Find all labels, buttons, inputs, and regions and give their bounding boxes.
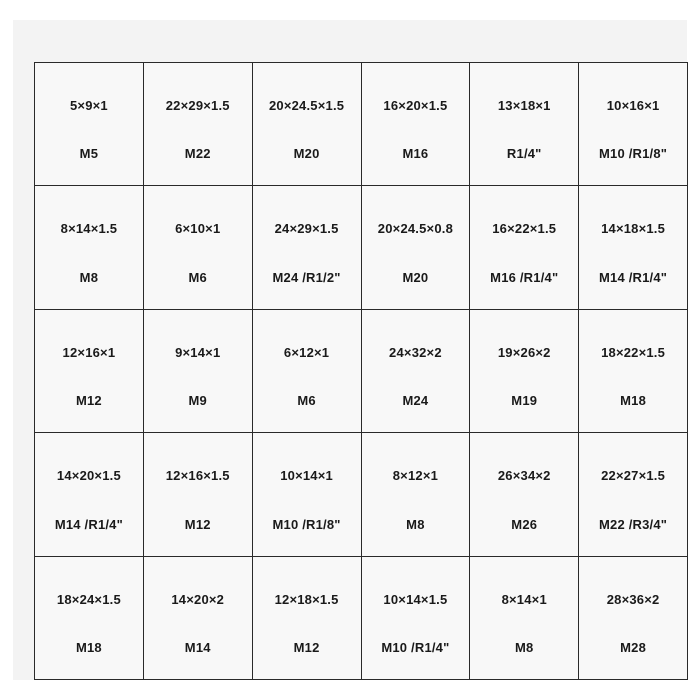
thread-size-label: M8: [79, 269, 99, 285]
washer-dimensions-label: 24×32×2: [389, 344, 442, 360]
washer-dimensions-label: 12×16×1.5: [165, 468, 230, 484]
grid-cell: [144, 433, 253, 556]
grid-cell: [253, 557, 362, 680]
grid-cell: [470, 433, 579, 556]
grid-cell: [35, 63, 144, 186]
washer-dimensions-label: 10×14×1.5: [383, 591, 448, 607]
washer-dimensions-label: 28×36×2: [606, 591, 660, 607]
thread-size-label: M8: [515, 640, 534, 655]
grid-cell: [470, 186, 579, 309]
thread-size-label: M18: [620, 393, 647, 409]
washer-dimensions-label: 18×22×1.5: [601, 344, 666, 360]
thread-size-label: M14 /R1/4": [599, 269, 668, 285]
grid-cell: [253, 433, 362, 556]
grid-cell: [579, 557, 688, 680]
washer-dimensions-label: 14×18×1.5: [601, 221, 666, 237]
thread-size-label: M6: [297, 393, 316, 409]
grid-cell: [470, 557, 579, 680]
grid-cell: [144, 557, 253, 680]
thread-size-label: M14: [184, 640, 211, 655]
grid-cell: [579, 310, 688, 433]
thread-size-label: M6: [188, 269, 207, 285]
grid-cell: [253, 186, 362, 309]
grid-cell: [362, 557, 471, 680]
grid-cell: [579, 186, 688, 309]
thread-size-label: M22 /R3/4": [599, 516, 668, 532]
thread-size-label: M19: [511, 393, 538, 409]
grid-cell: [470, 310, 579, 433]
grid-cell: [35, 557, 144, 680]
washer-dimensions-label: 14×20×1.5: [56, 468, 121, 484]
grid-cell: [144, 310, 253, 433]
thread-size-label: M28: [620, 640, 647, 655]
washer-dimensions-label: 18×24×1.5: [56, 591, 121, 607]
washer-dimensions-label: 8×14×1: [501, 591, 547, 607]
thread-size-label: M18: [75, 640, 102, 655]
washer-dimensions-label: 10×14×1: [280, 468, 333, 484]
thread-size-label: M24 /R1/2": [272, 269, 341, 285]
washer-dimensions-label: 6×12×1: [283, 344, 330, 360]
washer-size-grid: [34, 62, 688, 680]
grid-cell: [144, 186, 253, 309]
washer-dimensions-label: 22×27×1.5: [601, 468, 666, 484]
washer-dimensions-label: 26×34×2: [497, 468, 551, 484]
washer-dimensions-label: 16×22×1.5: [492, 221, 557, 237]
thread-size-label: M24: [402, 393, 429, 409]
grid-cell: [362, 433, 471, 556]
grid-cell: [35, 433, 144, 556]
washer-dimensions-label: 20×24.5×0.8: [377, 221, 454, 237]
washer-dimensions-label: 8×14×1.5: [60, 221, 118, 237]
thread-size-label: M12: [293, 640, 320, 655]
washer-dimensions-label: 19×26×2: [497, 344, 551, 360]
washer-dimensions-label: 9×14×1: [175, 344, 221, 360]
thread-size-label: M22: [184, 146, 211, 162]
washer-dimensions-label: 5×9×1: [69, 98, 108, 113]
grid-cell: [253, 310, 362, 433]
grid-cell: [35, 186, 144, 309]
thread-size-label: M26: [511, 516, 538, 532]
grid-cell: [362, 186, 471, 309]
grid-cell: [470, 63, 579, 186]
document-sheet: [13, 20, 687, 680]
thread-size-label: M12: [75, 393, 102, 409]
thread-size-label: M20: [402, 269, 429, 285]
washer-dimensions-label: 22×29×1.5: [165, 98, 230, 113]
washer-dimensions-label: 12×18×1.5: [274, 591, 339, 607]
grid-cell: [35, 310, 144, 433]
thread-size-label: M20: [293, 146, 320, 162]
thread-size-label: M8: [406, 516, 425, 532]
grid-cell: [253, 63, 362, 186]
thread-size-label: M10 /R1/8": [599, 146, 668, 162]
thread-size-label: M5: [79, 146, 99, 162]
thread-size-label: M16: [402, 146, 429, 162]
washer-dimensions-label: 6×10×1: [175, 221, 221, 237]
washer-dimensions-label: 14×20×2: [171, 591, 225, 607]
washer-dimensions-label: 20×24.5×1.5: [268, 98, 345, 113]
thread-size-label: M9: [188, 393, 207, 409]
grid-cell: [579, 433, 688, 556]
washer-dimensions-label: 24×29×1.5: [274, 221, 339, 237]
grid-cell: [144, 63, 253, 186]
grid-cell: [579, 63, 688, 186]
washer-dimensions-label: 16×20×1.5: [383, 98, 448, 113]
thread-size-label: M10 /R1/8": [272, 516, 341, 532]
washer-dimensions-label: 10×16×1: [606, 98, 660, 113]
grid-cell: [362, 63, 471, 186]
washer-dimensions-label: 13×18×1: [497, 98, 551, 113]
grid-cell: [362, 310, 471, 433]
washer-dimensions-label: 12×16×1: [62, 344, 116, 360]
washer-dimensions-label: 8×12×1: [392, 468, 439, 484]
thread-size-label: M16 /R1/4": [490, 269, 559, 285]
thread-size-label: R1/4": [506, 146, 542, 162]
thread-size-label: M12: [184, 516, 211, 532]
thread-size-label: M14 /R1/4": [54, 516, 123, 532]
thread-size-label: M10 /R1/4": [381, 640, 450, 655]
